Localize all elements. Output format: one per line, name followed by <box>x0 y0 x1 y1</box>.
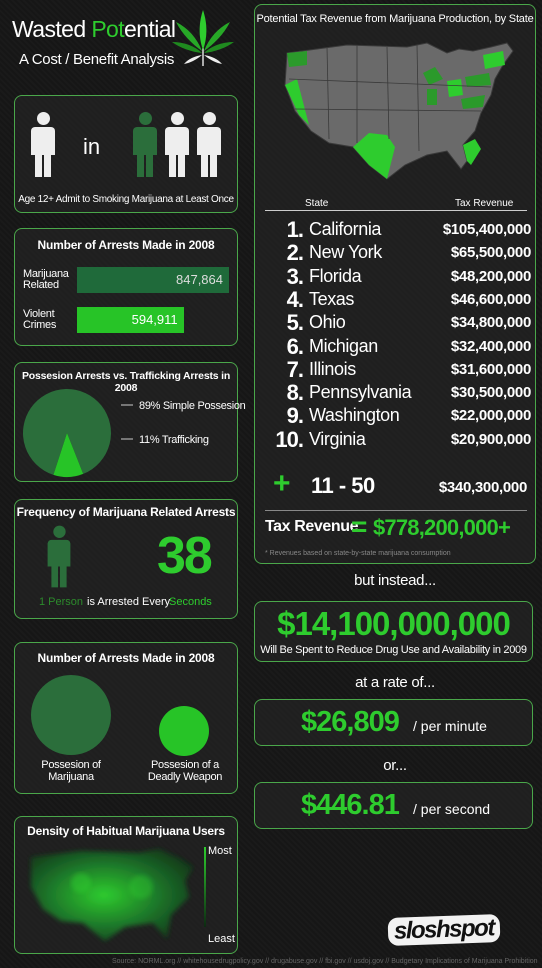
one-person-label: 1 Person <box>39 596 84 608</box>
pie-label: 89% Simple Possesion <box>139 400 246 412</box>
bar-violent: 594,911 <box>77 307 184 333</box>
total-divider <box>265 510 527 511</box>
state-row <box>269 381 531 404</box>
person-icon <box>197 112 221 177</box>
at-rate-text: at a rate of... <box>355 674 435 691</box>
total-value: $778,200,000+ <box>373 515 511 540</box>
state-revenue: $20,900,000 <box>450 430 531 448</box>
state-name: Michigan <box>309 335 378 356</box>
state-row <box>269 311 531 334</box>
table-divider <box>265 210 527 211</box>
cannabis-leaf-icon <box>170 8 236 70</box>
state-row <box>269 265 531 288</box>
state-row <box>269 288 531 311</box>
density-legend-bar <box>204 847 206 927</box>
source-footer: Source: NORML.org // whitehousedrugpolicy.gov // drugabuse.gov // fbi.gov // usdoj.gov // Budgetary Implications of Marijuana Prohibition <box>112 958 538 965</box>
person-icon <box>48 526 71 588</box>
states-range: 11 - 50 <box>311 473 375 498</box>
frequency-panel <box>14 499 238 619</box>
weapon-possession-bubble <box>159 706 209 756</box>
state-name: Illinois <box>309 358 356 379</box>
page-subtitle: A Cost / Benefit Analysis <box>19 51 175 68</box>
bar-category-label: Violent Crimes <box>23 308 57 331</box>
big-spending-amount: $14,100,000,000 <box>277 605 510 642</box>
density-map <box>21 843 201 953</box>
arrested-every-label: is Arrested Every <box>87 596 171 608</box>
state-rank: 4. <box>286 286 303 312</box>
person-icon <box>165 112 189 177</box>
frequency-number: 38 <box>157 527 211 585</box>
state-revenue: $105,400,000 <box>442 221 531 238</box>
person-icon <box>133 112 157 177</box>
weapon-possession-label: Possesion of a Deadly Weapon <box>147 759 223 783</box>
state-revenue: $65,500,000 <box>450 244 531 262</box>
state-rank: 7. <box>286 356 303 382</box>
marijuana-possession-bubble <box>31 675 111 755</box>
bar-category-label: Marijuana Related <box>23 268 69 291</box>
state-row <box>269 428 531 451</box>
seconds-label: Seconds <box>169 596 212 608</box>
pie-chart-title: Possesion Arrests vs. Trafficking Arrests in 2008 <box>21 370 231 394</box>
state-rank: 9. <box>286 403 303 429</box>
bar-marijuana: 847,864 <box>77 267 229 293</box>
in-text: in <box>83 134 101 159</box>
density-title: Density of Habitual Marijuana Users <box>27 824 225 838</box>
total-label: Tax Revenue <box>265 518 359 535</box>
revenue-footnote: * Revenues based on state-by-state marijuana consumption <box>265 550 451 557</box>
per-second-panel <box>254 782 533 829</box>
per-minute-panel <box>254 699 533 746</box>
bubble-chart-title: Number of Arrests Made in 2008 <box>37 651 215 665</box>
state-name: Florida <box>309 265 362 286</box>
tax-table-title: Potential Tax Revenue from Marijuana Production, by State <box>256 13 534 25</box>
tax-revenue-panel <box>254 4 536 564</box>
density-most-label: Most <box>208 845 232 857</box>
state-revenue: $30,500,000 <box>450 384 531 402</box>
per-second-amount: $446.81 <box>301 789 399 821</box>
state-revenue: $48,200,000 <box>450 267 531 285</box>
state-name: Texas <box>309 288 355 309</box>
state-rank: 8. <box>286 380 303 406</box>
arrests-bar-panel <box>14 228 238 346</box>
state-row <box>269 358 531 381</box>
frequency-title: Frequency of Marijuana Related Arrests <box>16 505 236 519</box>
users-caption: Age 12+ Admit to Smoking Marijuana at Least Once <box>18 194 234 205</box>
arrests-bubble-panel <box>14 642 238 794</box>
marijuana-possession-label: Possesion of Marijuana <box>41 759 101 783</box>
per-minute-label: / per minute <box>413 718 487 734</box>
state-revenue: $46,600,000 <box>450 290 531 308</box>
per-minute-amount: $26,809 <box>301 706 399 738</box>
users-panel <box>14 95 238 213</box>
big-spending-panel <box>254 601 533 662</box>
states-range-value: $340,300,000 <box>438 479 527 496</box>
but-instead-text: but instead... <box>354 572 436 589</box>
density-panel <box>14 816 238 954</box>
state-rank: 6. <box>286 333 303 359</box>
density-least-label: Least <box>208 933 235 945</box>
state-name: Pennsylvania <box>309 382 412 403</box>
possession-pie-chart <box>21 385 246 479</box>
person-icon <box>31 112 55 177</box>
state-row <box>269 241 531 264</box>
state-column-header: State <box>305 198 329 209</box>
possession-pie-panel <box>14 362 246 482</box>
state-name: Virginia <box>309 428 366 449</box>
revenue-column-header: Tax Revenue <box>455 198 514 209</box>
state-name: California <box>309 219 382 239</box>
state-revenue: $32,400,000 <box>450 337 531 355</box>
bar-chart-title: Number of Arrests Made in 2008 <box>37 238 215 252</box>
sloshspot-logo[interactable]: sloshspot <box>388 914 501 946</box>
state-name: Washington <box>309 405 400 426</box>
page-title: Wasted Potential <box>12 16 176 42</box>
state-rank: 1. <box>286 217 303 242</box>
state-revenue: $34,800,000 <box>450 314 531 332</box>
or-text: or... <box>383 757 407 774</box>
big-spending-caption: Will Be Spent to Reduce Drug Use and Availability in 2009 <box>260 644 527 656</box>
state-name: New York <box>309 242 382 263</box>
pie-label: 11% Trafficking <box>139 434 209 446</box>
state-row <box>269 218 531 241</box>
us-states-map <box>277 39 519 189</box>
per-second-label: / per second <box>413 801 491 817</box>
plus-sign: + <box>273 467 291 500</box>
state-name: Ohio <box>309 312 346 333</box>
state-revenue: $22,000,000 <box>450 407 531 425</box>
state-row <box>269 335 531 358</box>
state-rank: 2. <box>286 240 303 266</box>
state-rank: 5. <box>286 310 303 336</box>
state-row <box>269 404 531 427</box>
state-rank: 3. <box>286 263 303 289</box>
state-revenue: $31,600,000 <box>450 360 531 378</box>
state-rank: 10. <box>275 426 303 452</box>
total-equals: = <box>351 511 368 542</box>
